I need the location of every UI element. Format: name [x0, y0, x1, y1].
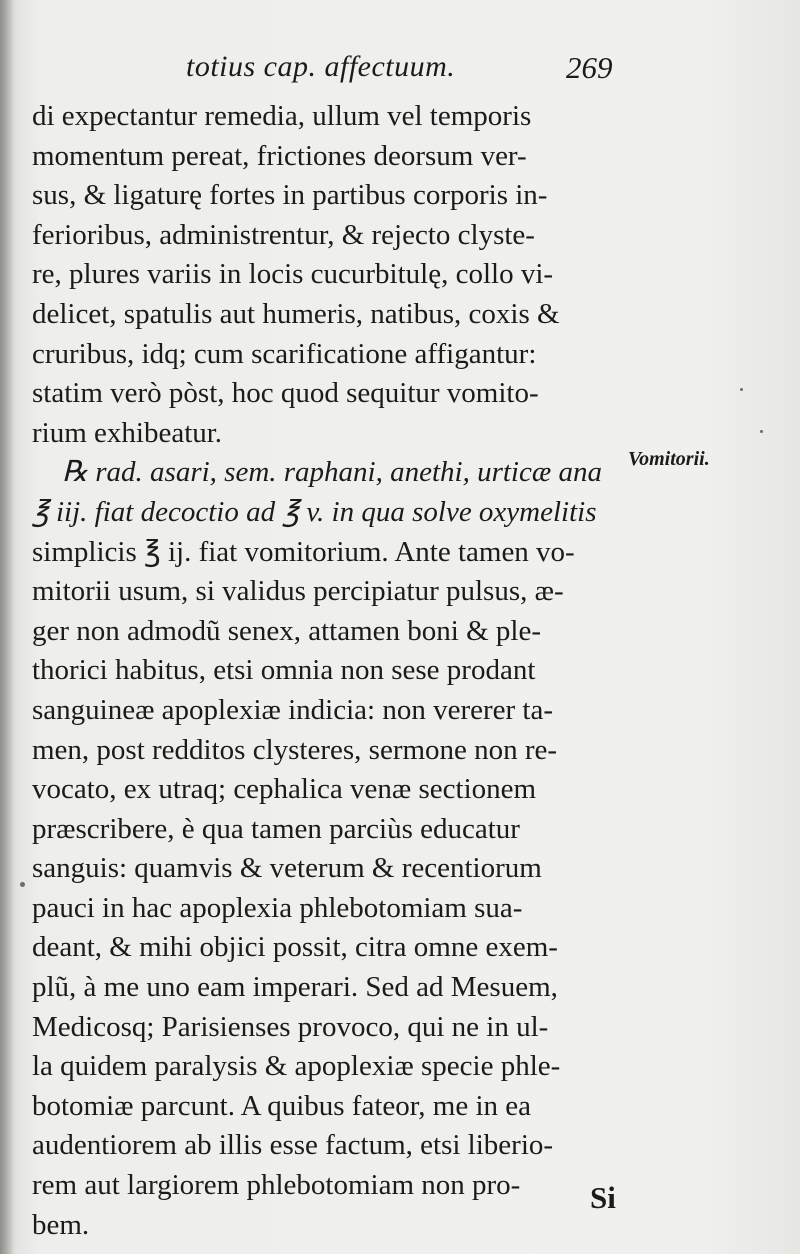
text-line: re, plures variis in locis cucurbitulę, collo vi-	[32, 258, 554, 291]
text-line: sus, & ligaturę fortes in partibus corporis in-	[32, 179, 548, 212]
ink-speck	[760, 430, 763, 433]
text-line: mitorii usum, si validus percipiatur pulsus, æ-	[32, 575, 564, 608]
recipe-line: ℞ rad. asari, sem. raphani, anethi, urticæ ana	[62, 456, 602, 489]
text-line: bem.	[32, 1208, 90, 1241]
text-line: momentum pereat, frictiones deorsum ver-	[32, 139, 527, 172]
text-line: Medicosq; Parisienses provoco, qui ne in ul-	[32, 1010, 549, 1043]
catchword: Si	[590, 1180, 616, 1215]
text-line: vocato, ex utraq; cephalica venæ sectionem	[32, 773, 537, 806]
ink-speck	[20, 882, 25, 887]
body-text	[32, 97, 632, 1245]
margin-note: Vomitorii.	[628, 448, 710, 470]
text-line: di expectantur remedia, ullum vel temporis	[32, 100, 532, 132]
text-line: sanguis: quamvis & veterum & recentiorum	[32, 852, 542, 885]
text-line: la quidem paralysis & apoplexiæ specie phle-	[32, 1050, 561, 1083]
text-line: deant, & mihi objici possit, citra omne exem-	[32, 931, 558, 964]
text-line: cruribus, idq; cum scarificatione affigantur:	[32, 337, 537, 370]
text-line: botomiæ parcunt. A quibus fateor, me in ea	[32, 1089, 531, 1122]
text-line: plũ, à me uno eam imperari. Sed ad Mesuem,	[32, 971, 558, 1004]
text-line: statim verò pòst, hoc quod sequitur vomito-	[32, 377, 539, 410]
page-number: 269	[566, 50, 613, 85]
text-line: men, post redditos clysteres, sermone non re-	[32, 733, 558, 766]
text-line: delicet, spatulis aut humeris, natibus, coxis &	[32, 297, 560, 330]
text-line: pauci in hac apoplexia phlebotomiam sua-	[32, 891, 523, 924]
recipe-line: ℥ iij. fiat decoctio ad ℥ v. in qua solve oxymelitis	[32, 495, 597, 528]
text-line: rem aut largiorem phlebotomiam non pro-	[32, 1169, 521, 1202]
ink-speck	[740, 388, 743, 391]
running-head: totius cap. affectuum.	[186, 50, 456, 83]
page-header	[0, 50, 800, 90]
text-line: ger non admodũ senex, attamen boni & ple-	[32, 614, 541, 647]
text-line: præscribere, è qua tamen parciùs educatur	[32, 812, 520, 845]
text-line: simplicis ℥ ij. fiat vomitorium. Ante tamen vo-	[32, 535, 575, 568]
gutter-shadow	[0, 0, 14, 1254]
text-line: audentiorem ab illis esse factum, etsi liberio-	[32, 1129, 554, 1162]
text-line: rium exhibeatur.	[32, 416, 223, 449]
text-line: thorici habitus, etsi omnia non sese prodant	[32, 654, 536, 687]
text-line: ferioribus, administrentur, & rejecto clyste-	[32, 218, 535, 251]
text-line: sanguineæ apoplexiæ indicia: non vererer ta-	[32, 693, 554, 726]
